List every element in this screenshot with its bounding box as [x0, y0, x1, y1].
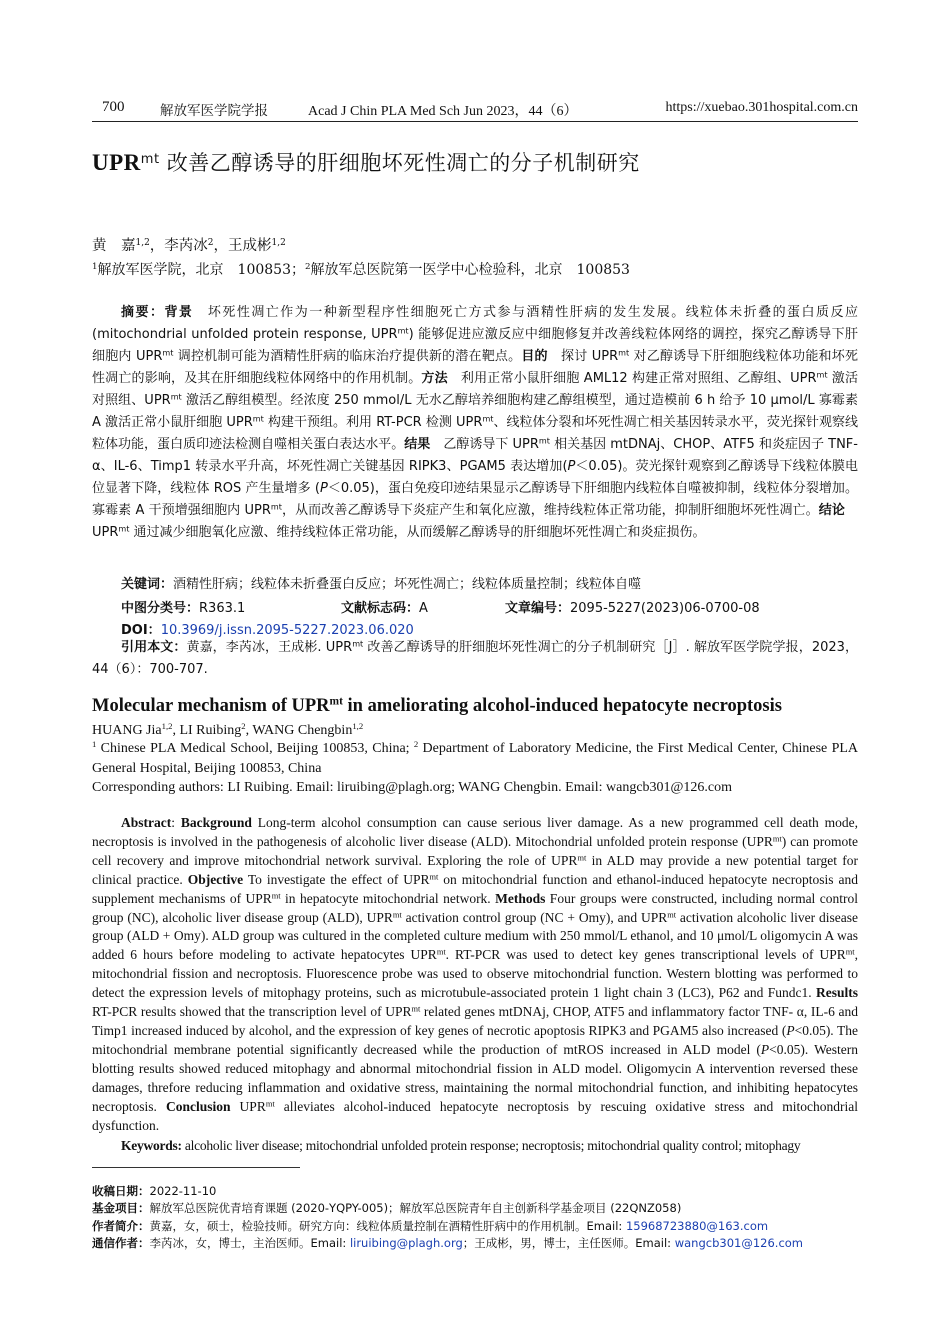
title-en-text: Molecular mechanism of UPR — [92, 696, 330, 716]
abstract-en: Abstract: Background Long-term alcohol consumption can cause serious liver damage. As a new programmed cell death mode, necroptosis is involved in the pathogenesis of alcoholic liver disease (ALD). Mitochondrial unfolded protein response $(UPR^{mt})$ can promote cell recovery and improve mitochondrial network survival. Exploring the role of $UPR^{mt}$ in ALD may provide a new potential target for clinical practice. Objective To investigate the effect of $UPR^{mt}$ on mitochondrial function and ethanol-induced hepatocyte necroptosis and supplement mechanisms of $UPR^{mt}$ in hepatocyte mitochondrial network. Methods Four groups were constructed, including normal control group (NC), alcoholic liver disease group (ALD), $UPR^{mt}$ activation control group (NC + Omy), and $UPR^{mt}$ activation alcoholic liver disease group (ALD + Omy). ALD group was cultured in the completed culture medium with 250 mmol/L ethanol, and 10 μmol/L oligomycin A was added 6 hours before modeling to activate hepatocytes $UPR^{mt}$. RT-PCR was used to detect key genes transcriptional levels of $UPR^{mt}$, mitochondrial fission and necroptosis. Fluorescence probe was used to observe mitochondrial function. Western blotting was performed to detect the expression levels of mitophagy proteins, such as microtubule-associated protein 1 light chain 3 (LC3), P62 and Fundc1. Results RT-PCR results showed that the transcription level of $UPR^{mt}$ related genes mtDNAj, CHOP, ATF5 and inflammatory factor TNF- α, IL-6 and Timp1 increased induced by alcohol, and the expression of key genes of necrotic apoptosis RIPK3 and PGAM5 also increased (P<0.05). The mitochondrial membrane potential significantly decreased while the production of mtROS increased in ALD model (P<0.05). Western blotting results showed reduced mitophagy and abnormal mitochondrial fission in ALD model. Oligomycin A intervention reversed these damages, threfore reducing inflammation and oxidative stress, maintaining the normal mitochondrial function, and inhibiting hepatocytes necroptosis. Conclusion $UPR^{mt}$ alleviates alcohol-induced hepatocyte necroptosis by rescuing oxidative stress and mitochondrial dysfunction. — [92, 815, 859, 1133]
author-sup: 1,2 — [271, 238, 286, 249]
mt-sup: mt — [667, 909, 677, 919]
abstract-cn — [92, 302, 858, 544]
citation-text: 改善乙醇诱导的肝细胞坏死性凋亡的分子机制研究［J］. 解放军医学院学报，2023，44（6）：700-707. — [92, 640, 858, 677]
abstract-text: 构建干预组。利用 RT-PCR 检测 UPR — [263, 415, 483, 430]
mt-sup: mt — [271, 891, 281, 901]
author-sup: 2 — [241, 721, 246, 732]
abstract-text: ) can promote cell recovery and improve mitochondrial network survival. Exploring the role of UPR — [92, 833, 859, 868]
mt-sup: mt — [252, 414, 264, 424]
abstract-text: . RT-PCR was used to detect key genes transcriptional levels of UPR — [445, 947, 846, 963]
footnote-author — [92, 1218, 768, 1234]
author-name: LI Ruibing — [179, 723, 242, 738]
journal-name-en: Acad J Chin PLA Med Sch Jun 2023，44（6） — [308, 104, 578, 119]
footnote-corresponding — [92, 1235, 803, 1251]
keywords-label: Keywords: — [121, 1138, 182, 1153]
section-label: Conclusion — [165, 1098, 231, 1114]
abstract-text: 乙醇诱导下 UPR — [430, 437, 539, 452]
keywords-text: 酒精性肝病；线粒体未折叠蛋白反应；坏死性凋亡；线粒体质量控制；线粒体自噬 — [173, 577, 642, 592]
abstract-text: To investigate the effect of UPR — [243, 871, 430, 887]
section-label: 背景 — [164, 305, 194, 320]
abstract-text: ，从而改善乙醇诱导下炎症产生和氧化应激，维持线粒体正常功能，抑制肝细胞坏死性凋亡。 — [281, 503, 819, 518]
footnote-divider — [92, 1167, 300, 1168]
mt-sup: mt — [845, 947, 855, 957]
clc-label: 中图分类号： — [121, 601, 200, 616]
abstract-text: alleviates alcohol-induced hepatocyte necroptosis by rescuing oxidative stress and mitochondrial dysfunction. — [92, 1098, 859, 1133]
title-en-text: in ameliorating alcohol-induced hepatocyte necroptosis — [342, 696, 782, 716]
mt-sup: mt — [538, 436, 550, 446]
mt-sup: mt — [772, 834, 782, 844]
corr-email-link[interactable]: wangcb301@126.com — [674, 1236, 803, 1250]
section-label: Objective — [187, 871, 244, 887]
abstract-text: 相关基因 mtDNAj、CHOP、ATF5 和炎症因子 TNF-α、IL-6、Timp1 转录水平升高，坏死性凋亡关键基因 RIPK3、PGAM5 表达增加( — [92, 437, 858, 474]
abstract-text: in hepatocyte mitochondrial network. — [280, 890, 496, 906]
article-value: 2095-5227(2023)06-0700-08 — [570, 601, 760, 616]
author-email-link[interactable]: 15968723880@163.com — [625, 1219, 769, 1233]
p-symbol: P — [319, 481, 328, 496]
article-title-cn — [92, 147, 640, 177]
abstract-text: RT-PCR results showed that the transcription level of UPR — [92, 1004, 412, 1020]
affiliations-cn — [92, 259, 630, 279]
mt-sup: mt — [392, 909, 402, 919]
abstract-text: , mitochondrial fission and necroptosis. Fluorescence probe was used to observe mitochondrial function. Western blotting was performed to detect the expression levels of mitophagy proteins, such as microtubule-associated protein 1 light chain 3 (LC3), P62 and Fundc1. — [92, 947, 858, 1001]
abstract-text: activation control group (NC + Omy), and UPR — [401, 909, 668, 925]
clc-value: R363.1 — [199, 601, 246, 616]
section-label: 方法 — [421, 371, 448, 386]
doc-label: 文献标志码： — [341, 601, 420, 616]
abstract-text: 激活乙醇组模型。经浓度 250 mmol/L 无水乙醇培养细胞构建乙醇组模型，通过造模前 6 h 给予 10 μmol/L 寡霉素 A 激活正常小鼠肝细胞 UPR — [92, 393, 859, 430]
doi-link[interactable]: 10.3969/j.issn.2095-5227.2023.06.020 — [160, 623, 414, 638]
keywords-label: 关键词： — [121, 577, 174, 592]
abstract-text: 对乙醇诱导下肝细胞线粒体功能和坏死性凋亡的影响，及其在肝细胞线粒体网络中的作用机制。 — [92, 349, 858, 386]
author-name: 黄 嘉 — [92, 238, 136, 254]
author-sup: 2 — [207, 238, 214, 249]
affil-text: Chinese PLA Medical School, Beijing 100853, China; — [100, 741, 414, 756]
title-prefix: UPR — [92, 150, 141, 175]
affil-sup: 2 — [304, 262, 311, 273]
corresponding-authors-en: Corresponding authors: LI Ruibing. Email: liruibing@plagh.org; WANG Chengbin. Email: wangcb301@126.com — [92, 780, 733, 795]
doi — [121, 619, 414, 638]
title-sup: mt — [140, 151, 160, 167]
article-label: 文章编号： — [505, 601, 571, 616]
abstract-text: UPR — [92, 503, 858, 540]
author-name: 李芮冰 — [164, 238, 208, 254]
title-en-sup: mt — [329, 695, 343, 708]
abstract-text: <0.05). Western blotting results showed reduced mitophagy and abnormal mitochondrial fission in ALD model. Oligomycin A intervention reversed these damages, threfore reducing inflammation and oxidative stress, maintaining the normal mitochondrial function, and inhibiting hepatocytes necroptosis. — [92, 1041, 858, 1114]
abstract-text: 调控机制可能为酒精性肝病的临床治疗提供新的潜在靶点。 — [173, 349, 522, 364]
abstract-text: related genes mtDNAj, CHOP, ATF5 and inflammatory factor TNF- α, IL-6 and Timp1 increased induced by alcohol, and the expression of key genes of necrotic apoptosis RIPK3 and PGAM5 also increased ( — [92, 1004, 858, 1038]
citation-text: 黄嘉，李芮冰，王成彬. UPR — [186, 640, 353, 655]
keywords-cn — [121, 573, 641, 592]
abstract-text: 激活对照组、UPR — [92, 371, 858, 408]
section-label: Background — [180, 815, 252, 830]
abstract-label: 摘要： — [121, 305, 165, 320]
fn-value: 李芮冰，女，博士，主治医师。Email: — [149, 1236, 350, 1250]
mt-sup: mt — [411, 1004, 421, 1014]
section-label: 目的 — [521, 349, 548, 364]
section-label: 结论 — [818, 503, 845, 518]
author-name: 王成彬 — [228, 238, 272, 254]
citation-label: 引用本文： — [121, 640, 187, 655]
p-symbol: P — [567, 459, 576, 474]
abstract-text: ) 能够促进应激反应中细胞修复并改善线粒体网络的调控，探究乙醇诱导下肝细胞内 UPR — [92, 327, 858, 364]
article-title-en — [92, 696, 782, 717]
author-sup: 1,2 — [135, 238, 150, 249]
abstract-text: Four groups were constructed, including normal control group (NC), alcoholic liver disease group (ALD), UPR — [92, 890, 858, 925]
running-header — [92, 97, 858, 122]
mt-sup: mt — [397, 326, 409, 336]
affil-text: Department of Laboratory Medicine, the First Medical Center, Chinese PLA General Hospital, Beijing 100853, China — [92, 741, 859, 776]
abstract-text: <0.05). The mitochondrial membrane potential significantly decreased while the production of mtROS increased in ALD model ( — [92, 1022, 858, 1057]
keywords-text: alcoholic liver disease; mitochondrial unfolded protein response; necroptosis; mitochondrial quality control; mitophagy — [181, 1138, 801, 1153]
author-sup: 1,2 — [352, 721, 364, 732]
p-symbol: P — [760, 1041, 770, 1057]
authors-cn: 黄 嘉$^{1,2}$，李芮冰$^2$，王成彬$^{1,2}$ — [92, 238, 286, 254]
p-symbol: P — [786, 1022, 795, 1038]
fn-label: 收稿日期： — [92, 1184, 150, 1198]
affil-text: 解放军总医院第一医学中心检验科，北京 100853 — [310, 262, 630, 278]
fn-label: 作者简介： — [92, 1219, 150, 1233]
affiliations-en — [92, 739, 858, 779]
abstract-text: 探讨 UPR — [547, 349, 619, 364]
page-number: 700 — [102, 99, 125, 115]
fn-label: 基金项目： — [92, 1201, 150, 1215]
doi-label: DOI： — [121, 623, 161, 638]
fn-value: 2022-11-10 — [149, 1184, 217, 1198]
fn-label: 通信作者： — [92, 1236, 150, 1250]
abstract-text: UPR — [230, 1098, 266, 1114]
author-name: HUANG Jia — [92, 723, 162, 738]
section-label: 结果 — [404, 437, 431, 452]
footnote-fund — [92, 1200, 681, 1216]
mt-sup: mt — [816, 370, 828, 380]
abstract-text: 、线粒体分裂和坏死性凋亡相关基因转录水平，荧光探针观察线粒体功能，蛋白质印迹法检测自噬相关蛋白表达水平。 — [92, 415, 858, 452]
mt-sup: mt — [118, 524, 130, 534]
author-sup: 1,2 — [161, 721, 173, 732]
document-code — [341, 597, 428, 616]
title-rest: 改善乙醇诱导的肝细胞坏死性凋亡的分子机制研究 — [159, 151, 640, 175]
section-label: Results — [815, 985, 858, 1001]
fn-value: 黄嘉，女，硕士，检验技师。研究方向：线粒体质量控制在酒精性肝病中的作用机制。Email: — [149, 1219, 626, 1233]
abstract-text: 坏死性凋亡作为一种新型程序性细胞死亡方式参与酒精性肝病的发生发展。线粒体未折叠的蛋白质反应(mitochondrial unfolded protein response, UPR — [92, 305, 858, 342]
affil-sup: 1 — [92, 262, 98, 273]
authors-en: HUANG Jia$^{1,2}$, LI Ruibing$^2$, WANG Chengbin$^{1,2}$ — [92, 721, 364, 738]
mt-sup: mt — [618, 348, 630, 358]
mt-sup: mt — [270, 502, 282, 512]
fn-value: ；王成彬，男，博士，主任医师。Email: — [462, 1236, 675, 1250]
article-number — [505, 597, 760, 616]
section-label: Methods — [495, 890, 546, 906]
abstract-text: 通过减少细胞氧化应激、维持线粒体正常功能，从而缓解乙醇诱导的肝细胞坏死性凋亡和炎症损伤。 — [129, 525, 706, 540]
mt-sup: mt — [170, 392, 182, 402]
mt-sup: mt — [429, 872, 439, 882]
journal-url[interactable]: https://xuebao.301hospital.com.cn — [665, 100, 858, 115]
mt-sup: mt — [265, 1099, 275, 1108]
author-name: WANG Chengbin — [252, 723, 353, 738]
affil-sup: 1 — [92, 739, 97, 750]
journal-name-cn: 解放军医学院学报 — [160, 103, 268, 119]
citation-cn — [92, 637, 858, 681]
mt-sup: mt — [482, 414, 494, 424]
affil-sup: 2 — [413, 739, 419, 750]
abstract-text: on mitochondrial function and ethanol-induced hepatocyte necroptosis and supplement mechanisms of UPR — [92, 871, 858, 906]
abstract-text: ＜0.05)，蛋白免疫印迹结果显示乙醇诱导下肝细胞内线粒体自噬被抑制，线粒体分裂增加。寡霉素 A 干预增强细胞内 UPR — [92, 481, 858, 518]
abstract-label: Abstract — [121, 815, 172, 830]
affil-text: 解放军医学院，北京 100853； — [97, 262, 305, 278]
doc-value: A — [419, 601, 428, 616]
mt-sup: mt — [162, 348, 174, 358]
clc-number — [121, 597, 245, 616]
fn-value: 解放军总医院优青培育课题 (2020-YQPY-005)；解放军总医院青年自主创新科学基金项目 (22QNZ058) — [149, 1201, 682, 1215]
abstract-text: activation alcoholic liver disease group (ALD + Omy). ALD group was cultured in the completed culture medium with 250 mmol/L ethanol, and 10 μmol/L oligomycin A was added 6 hours before modeling to activate hepatocytes UPR — [92, 909, 859, 963]
mt-sup: mt — [436, 947, 446, 957]
corr-email-link[interactable]: liruibing@plagh.org — [349, 1236, 463, 1250]
abstract-text: in ALD may provide a new potential target for clinical practice. — [92, 852, 858, 887]
abstract-text: ＜0.05)。荧光探针观察到乙醇诱导下线粒体膜电位显著下降，线粒体 ROS 产生量增多 ( — [92, 459, 858, 496]
keywords-en — [121, 1138, 858, 1154]
mt-sup: mt — [577, 853, 587, 863]
abstract-text: 利用正常小鼠肝细胞 AML12 构建正常对照组、乙醇组、UPR — [447, 371, 817, 386]
mt-sup: mt — [352, 639, 364, 649]
abstract-text: Long-term alcohol consumption can cause serious liver damage. As a new programmed cell death mode, necroptosis is involved in the pathogenesis of alcoholic liver disease (ALD). Mitochondrial unfolded protein response (UPR — [92, 815, 858, 849]
footnote-received — [92, 1183, 216, 1199]
